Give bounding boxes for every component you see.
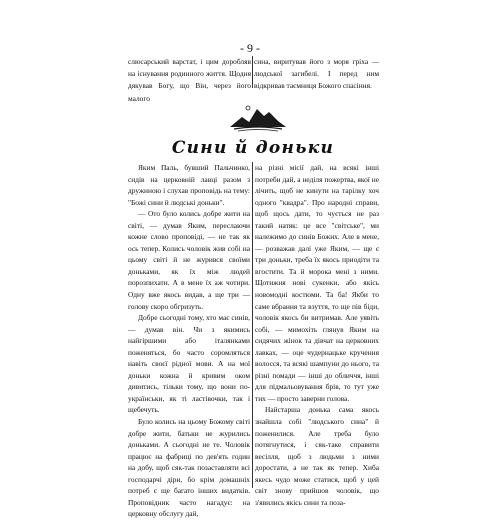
article-left-column bbox=[128, 162, 250, 519]
paragraph: Було колись на цьому Божому світі добре жити, батьки не журились доньками. А сьогодні не те. Чоловік працює на фабриці по дев'ять годин на добу, щоб сяк-так позаставляти всі господарчі діри, бо крім домашніх потреб є ще багато інших видатків. Проповідник часто нагадує: на церковну обслугу дай, bbox=[128, 417, 250, 519]
column-divider bbox=[252, 162, 253, 488]
top-continuation-right: сина, виритував його з моря гріха — людської загибелі. І перед ним відкривав таємниця Божого спасіння. bbox=[254, 57, 379, 91]
landscape-vignette bbox=[228, 100, 288, 134]
paragraph: Яким Паль, бувший Пальчинко, сидів на церковній лавці разом з дружиною і слухав проповідь на тему: "Божі сини й людські доньки". bbox=[128, 163, 250, 207]
page-number: - 9 - bbox=[240, 41, 260, 55]
article-title: Сини й доньки bbox=[171, 138, 335, 158]
paragraph: — Ото було колись добре жити на світі, — думав Яким, переслаючи кожне слово проповіді, — не так як ось тепер. Колись чоловік жив собі на цьому світі й не журився своїми доньками, як їх між людей порозпихати. А в мене їх аж чотири. Одну вже якось видав, а ще три — голову скоро обгризуть. bbox=[128, 209, 250, 311]
top-column-divider bbox=[252, 56, 253, 88]
top-continuation-left: слюсарський варстат, і цим доробляв на існування родинного життя. Щодня дякував Богу, що Він, через його малого bbox=[128, 57, 251, 103]
article-right-column bbox=[255, 162, 379, 507]
paragraph: Добре сьогодні тому, хто має синів, — думав він. Чи з якимись найгіршими або італянками поженяться, бо часто соромляться навіть своєї рідної мови. А на мої доньки кожна й кривим оком дивитись, тільки тому, що вони по-українськи, як ті ластівочки, так і щебечуть. bbox=[128, 313, 250, 415]
paragraph: Найстарша донька сама якось знайшла собі "людського сина" й поженилися. Але треба було потягнутися, і сяк-таке справити весілля, щоб з людьми з ними доростати, а не так як тепер. Хиба якесь чудо може статися, щоб у цей світ знову прийшов чоловік, що з'явились якісь сини та поза- bbox=[255, 405, 379, 507]
paragraph: на різні місії дай, на всякі інші потреби дай, а неділя пожертва, якої не лічить, щоб не кинути на тарілку хоч одного "квадра". Про народні справи, щоб щось дати, то чується не раз такий натяк: це все "світське", ми належимо до синів Божих. Але в мене, — розважав далі уже Яким, — ще є три доньки, треба їх якось приодіти та вгостити. Та й морока мені з ними. Щотижня нові сукенки, або якісь новомодні костюми. Та ба! Якби то саме вбрання та взуття, то ще пів біди, чоловік якось би витримав. Але уявіть собі, — мимохіть глянув Яким на сидячих жінок та дівчат на церковних лавках, — оце чудернацьке кручення волосся, та всякі шампуни до нього, та різні помади — інші до обличчя, інші для підмальовування брів, то тут уже тих — просто заверни голова. bbox=[255, 163, 379, 403]
